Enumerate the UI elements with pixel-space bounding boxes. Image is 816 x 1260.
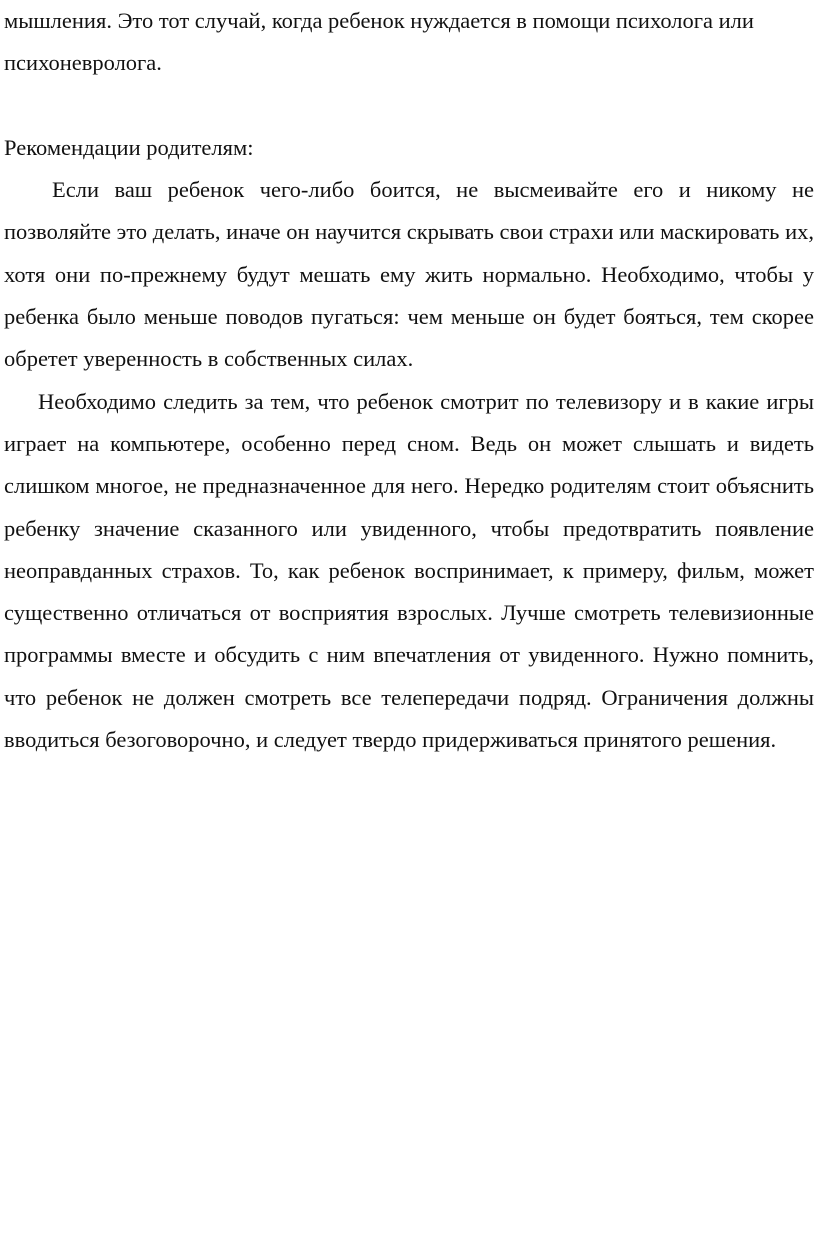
paragraph-tv-computer-advice: Необходимо следить за тем, что ребенок смотрит по телевизору и в какие игры играет на компьютере, особенно перед сном. Ведь он может слышать и видеть слишком многое, не предназначенное для него. Нередко родителям стоит объяснить ребенку значение сказанного или увиденного, чтобы предотвратить появление неоправданных страхов. То, как ребенок воспринимает, к примеру, фильм, может существенно отличаться от восприятия взрослых. Лучше смотреть телевизионные программы вместе и обсудить с ним впечатления от увиденного. Нужно помнить, что ребенок не должен смотреть все телепередачи подряд. Ограничения должны вводиться безоговорочно, и следует твердо придерживаться принятого решения.: [4, 388, 814, 753]
paragraph-spacer: [4, 85, 814, 127]
section-heading: Рекомендации родителям:: [4, 134, 254, 160]
document-body: [4, 0, 814, 761]
paragraph-fears-advice: Если ваш ребенок чего-либо боится, не высмеивайте его и никому не позволяйте это делать, иначе он научится скрывать свои страхи или маскировать их, хотя они по-прежнему будут мешать ему жить нормально. Необходимо, чтобы у ребенка было меньше поводов пугаться: чем меньше он будет бояться, тем скорее обретет уверенность в собственных силах.: [4, 177, 814, 372]
paragraph-continuation: мышления. Это тот случай, когда ребенок нуждается в помощи психолога или психоневролога.: [4, 8, 754, 76]
